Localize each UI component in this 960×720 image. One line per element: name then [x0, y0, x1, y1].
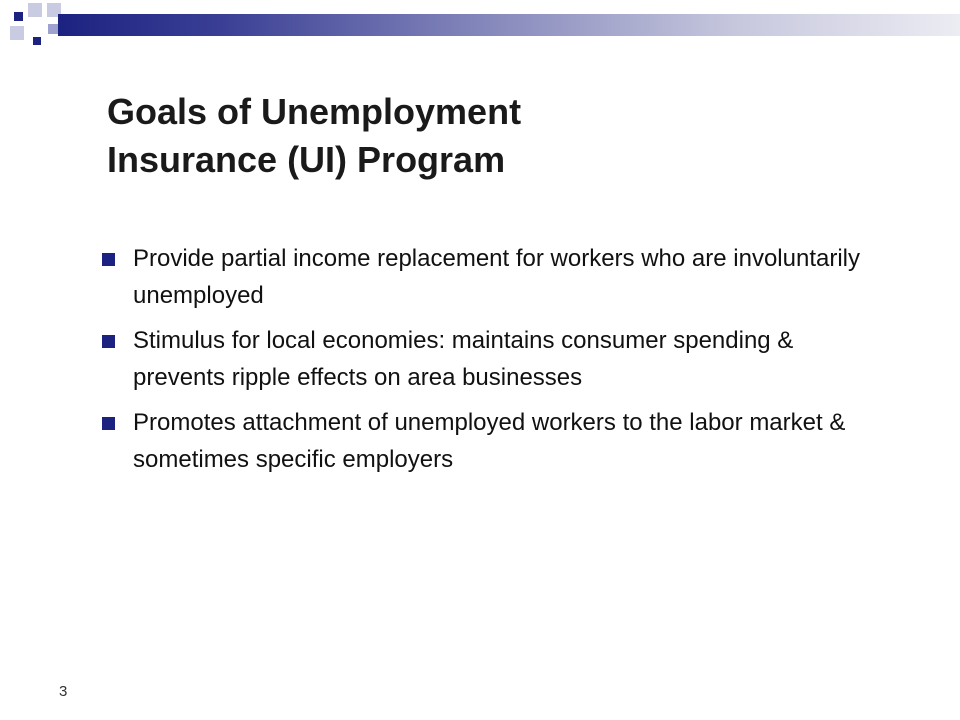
- header-decoration: [0, 0, 960, 44]
- bullet-list: [102, 240, 862, 486]
- bullet-text: Promotes attachment of unemployed workers to the labor market & sometimes specific employers: [133, 409, 846, 473]
- bullet-text: Provide partial income replacement for workers who are involuntarily unemployed: [133, 245, 860, 309]
- decor-square: [48, 24, 58, 34]
- decor-square: [28, 3, 42, 17]
- decor-square: [10, 26, 24, 40]
- square-bullet-icon: [102, 335, 115, 348]
- title-line-1: Goals of Unemployment: [107, 91, 522, 132]
- square-bullet-icon: [102, 253, 115, 266]
- decor-square: [33, 37, 41, 45]
- title-line-2: Insurance (UI) Program: [107, 139, 506, 180]
- slide-title: [107, 88, 867, 184]
- bullet-text: Stimulus for local economies: maintains consumer spending & prevents ripple effects on area businesses: [133, 327, 794, 391]
- square-bullet-icon: [102, 417, 115, 430]
- header-gradient-bar: [58, 14, 960, 36]
- bullet-item: [102, 404, 862, 478]
- page-number: 3: [59, 683, 68, 700]
- bullet-item: [102, 322, 862, 396]
- decor-square: [14, 12, 23, 21]
- bullet-item: [102, 240, 862, 314]
